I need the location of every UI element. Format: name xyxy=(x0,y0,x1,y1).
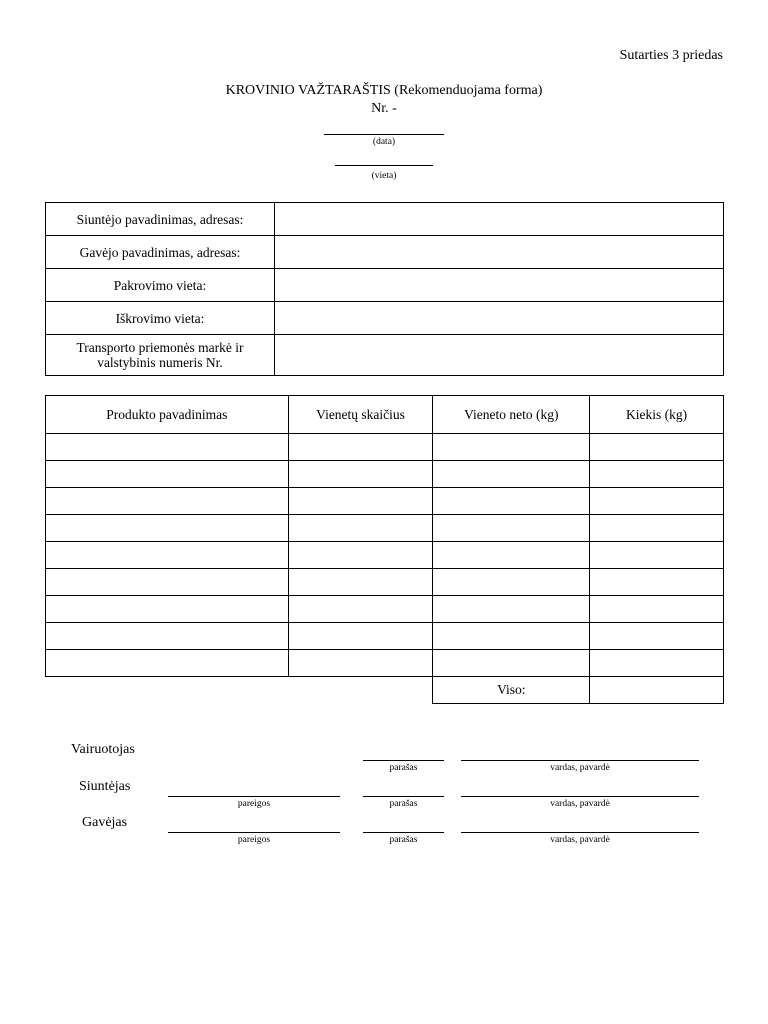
table-row xyxy=(46,488,724,515)
receiver-position-caption: pareigos xyxy=(237,835,271,845)
receiver-signature-label: Gavėjas xyxy=(82,815,128,830)
unit-count-cell[interactable] xyxy=(288,488,433,515)
unit-count-cell[interactable] xyxy=(288,461,433,488)
unit-net-weight-cell[interactable] xyxy=(433,650,590,677)
table-row xyxy=(46,623,724,650)
table-row xyxy=(46,434,724,461)
receiver-position-line[interactable] xyxy=(168,832,340,833)
product-name-cell[interactable] xyxy=(46,596,289,623)
sender-signature-label: Siuntėjas xyxy=(79,779,131,794)
unit-net-weight-cell[interactable] xyxy=(433,542,590,569)
date-caption: (data) xyxy=(372,137,396,147)
quantity-cell[interactable] xyxy=(590,488,724,515)
unit-net-weight-cell[interactable] xyxy=(433,488,590,515)
sender-value-cell[interactable] xyxy=(275,203,724,236)
table-row xyxy=(46,236,724,269)
receiver-name-line[interactable] xyxy=(461,832,699,833)
receiver-value-cell[interactable] xyxy=(275,236,724,269)
driver-signature-caption: parašas xyxy=(389,763,418,773)
loading-place-label: Pakrovimo vieta: xyxy=(46,269,275,302)
table-row xyxy=(46,269,724,302)
quantity-cell[interactable] xyxy=(590,515,724,542)
column-header-quantity: Kiekis (kg) xyxy=(590,396,724,434)
sender-signature-caption: parašas xyxy=(389,799,418,809)
table-row xyxy=(46,335,724,376)
quantity-cell[interactable] xyxy=(590,569,724,596)
driver-label: Vairuotojas xyxy=(71,742,135,757)
driver-name-caption: vardas, pavardė xyxy=(550,763,610,773)
unloading-place-label: Iškrovimo vieta: xyxy=(46,302,275,335)
unit-net-weight-cell[interactable] xyxy=(433,434,590,461)
driver-signature-line[interactable] xyxy=(363,760,444,761)
product-table-header xyxy=(46,396,724,434)
sender-label: Siuntėjo pavadinimas, adresas: xyxy=(46,203,275,236)
product-name-cell[interactable] xyxy=(46,488,289,515)
quantity-cell[interactable] xyxy=(590,650,724,677)
product-name-cell[interactable] xyxy=(46,515,289,542)
quantity-cell[interactable] xyxy=(590,542,724,569)
unit-net-weight-cell[interactable] xyxy=(433,623,590,650)
receiver-name-caption: vardas, pavardė xyxy=(550,835,610,845)
sender-position-line[interactable] xyxy=(168,796,340,797)
table-row xyxy=(46,542,724,569)
table-row xyxy=(46,461,724,488)
vehicle-value-cell[interactable] xyxy=(275,335,724,376)
table-row xyxy=(46,515,724,542)
sender-signature-line[interactable] xyxy=(363,796,444,797)
annex-label: Sutarties 3 priedas xyxy=(619,48,723,63)
table-row xyxy=(46,302,724,335)
document-number: Nr. - xyxy=(371,101,397,116)
total-row xyxy=(46,677,724,704)
unit-net-weight-cell[interactable] xyxy=(433,569,590,596)
sender-position-caption: pareigos xyxy=(237,799,271,809)
document-title: KROVINIO VAŽTARAŠTIS (Rekomenduojama forma) xyxy=(225,83,543,98)
unit-net-weight-cell[interactable] xyxy=(433,515,590,542)
quantity-cell[interactable] xyxy=(590,596,724,623)
driver-name-line[interactable] xyxy=(461,760,699,761)
place-caption: (vieta) xyxy=(371,171,397,181)
quantity-cell[interactable] xyxy=(590,461,724,488)
unit-net-weight-cell[interactable] xyxy=(433,461,590,488)
unit-count-cell[interactable] xyxy=(288,623,433,650)
receiver-signature-line[interactable] xyxy=(363,832,444,833)
receiver-label: Gavėjo pavadinimas, adresas: xyxy=(46,236,275,269)
date-line[interactable] xyxy=(324,134,444,135)
product-name-cell[interactable] xyxy=(46,542,289,569)
place-line[interactable] xyxy=(335,165,433,166)
product-name-cell[interactable] xyxy=(46,623,289,650)
total-value-cell[interactable] xyxy=(590,677,724,704)
unit-count-cell[interactable] xyxy=(288,650,433,677)
product-name-cell[interactable] xyxy=(46,650,289,677)
table-row xyxy=(46,203,724,236)
product-table xyxy=(45,395,724,704)
column-header-product-name: Produkto pavadinimas xyxy=(46,396,289,434)
sender-name-line[interactable] xyxy=(461,796,699,797)
sender-name-caption: vardas, pavardė xyxy=(550,799,610,809)
column-header-unit-net-weight: Vieneto neto (kg) xyxy=(433,396,590,434)
product-name-cell[interactable] xyxy=(46,434,289,461)
product-name-cell[interactable] xyxy=(46,461,289,488)
unit-count-cell[interactable] xyxy=(288,434,433,461)
table-row xyxy=(46,569,724,596)
unit-count-cell[interactable] xyxy=(288,569,433,596)
receiver-signature-caption: parašas xyxy=(389,835,418,845)
shipment-info-table xyxy=(45,202,724,376)
total-spacer xyxy=(288,677,433,704)
total-label: Viso: xyxy=(433,677,590,704)
quantity-cell[interactable] xyxy=(590,434,724,461)
product-name-cell[interactable] xyxy=(46,569,289,596)
table-row xyxy=(46,650,724,677)
loading-place-value-cell[interactable] xyxy=(275,269,724,302)
table-row xyxy=(46,596,724,623)
vehicle-label: Transporto priemonės markė ir valstybinis numeris Nr. xyxy=(46,335,275,376)
total-spacer xyxy=(46,677,289,704)
unloading-place-value-cell[interactable] xyxy=(275,302,724,335)
unit-net-weight-cell[interactable] xyxy=(433,596,590,623)
quantity-cell[interactable] xyxy=(590,623,724,650)
column-header-unit-count: Vienetų skaičius xyxy=(288,396,433,434)
unit-count-cell[interactable] xyxy=(288,542,433,569)
unit-count-cell[interactable] xyxy=(288,515,433,542)
unit-count-cell[interactable] xyxy=(288,596,433,623)
